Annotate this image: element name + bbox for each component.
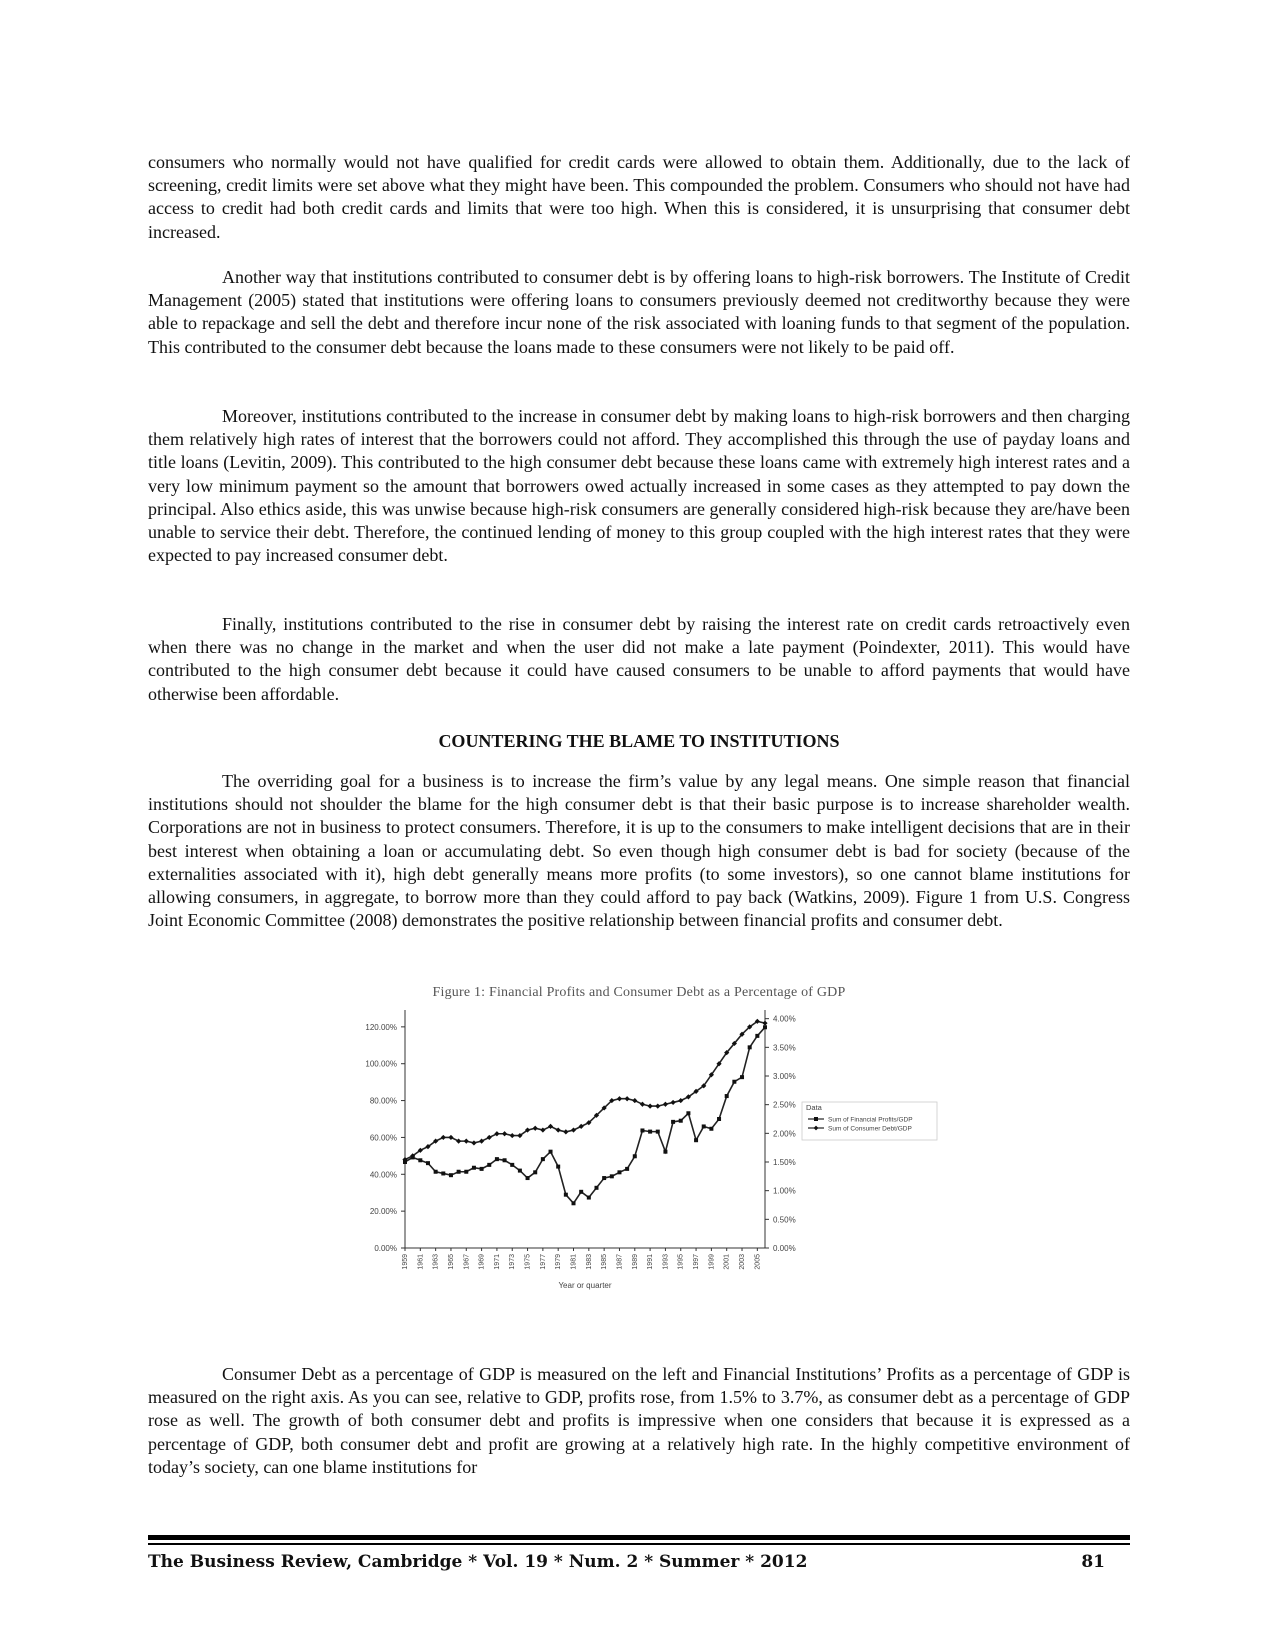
x-tick-label: 1985 bbox=[601, 1254, 609, 1270]
debt-point bbox=[655, 1104, 660, 1109]
debt-point bbox=[479, 1139, 484, 1144]
profits-point bbox=[503, 1158, 507, 1162]
debt-point bbox=[533, 1126, 538, 1131]
footer-rule-thin bbox=[148, 1543, 1130, 1545]
paragraph-4: Finally, institutions contributed to the rise in consumer debt by raising the interest rate on credit cards retroactively even when there was no change in the market and when the user did not make a late payment (Poindexter, 2011). This would have contributed to the high consumer debt because it could have caused consumers to be unable to afford payments that would have otherwise been affordable. bbox=[148, 614, 1130, 704]
y-left-tick-label: 100.00% bbox=[365, 1059, 397, 1069]
debt-point bbox=[571, 1127, 576, 1132]
y-right-tick-label: 3.50% bbox=[773, 1043, 796, 1053]
chart-axes bbox=[365, 1010, 795, 1290]
x-tick-label: 1995 bbox=[677, 1254, 685, 1270]
profits-point bbox=[717, 1117, 721, 1121]
series-line-1 bbox=[405, 1021, 765, 1159]
y-right-tick-label: 3.00% bbox=[773, 1072, 796, 1081]
profits-point bbox=[441, 1171, 445, 1175]
x-tick-label: 1967 bbox=[463, 1254, 471, 1270]
debt-point bbox=[448, 1135, 453, 1140]
x-tick-label: 1983 bbox=[585, 1254, 593, 1270]
profits-point bbox=[725, 1094, 729, 1098]
x-tick-label: 1959 bbox=[402, 1254, 409, 1270]
profits-point bbox=[663, 1150, 667, 1154]
x-tick-label: 1969 bbox=[478, 1254, 486, 1270]
profits-point bbox=[564, 1193, 568, 1197]
legend-marker-diamond bbox=[814, 1126, 819, 1131]
debt-point bbox=[579, 1124, 584, 1129]
y-right-tick-label: 2.50% bbox=[773, 1100, 796, 1110]
y-right-tick-label: 1.50% bbox=[773, 1158, 796, 1167]
profits-point bbox=[434, 1170, 438, 1174]
y-left-tick-label: 80.00% bbox=[369, 1096, 397, 1106]
debt-point bbox=[487, 1135, 492, 1140]
profits-point bbox=[686, 1111, 690, 1115]
debt-point bbox=[670, 1100, 675, 1105]
debt-point bbox=[632, 1098, 637, 1103]
profits-point bbox=[480, 1167, 484, 1171]
debt-point bbox=[456, 1139, 461, 1144]
y-left-tick-label: 20.00% bbox=[369, 1207, 397, 1217]
x-tick-label: 1975 bbox=[524, 1254, 532, 1270]
profits-point bbox=[518, 1169, 522, 1173]
profits-point bbox=[625, 1167, 629, 1171]
x-tick-label: 1989 bbox=[631, 1254, 639, 1270]
profits-point bbox=[656, 1130, 660, 1134]
profits-point bbox=[602, 1176, 606, 1180]
debt-point bbox=[540, 1127, 545, 1132]
profits-point bbox=[617, 1170, 621, 1174]
y-left-tick-label: 60.00% bbox=[369, 1133, 397, 1143]
profits-point bbox=[694, 1138, 698, 1142]
figure-1-chart bbox=[340, 1010, 1000, 1350]
debt-point bbox=[663, 1102, 668, 1107]
debt-point bbox=[678, 1098, 683, 1103]
legend-title: Data bbox=[806, 1103, 822, 1112]
x-tick-label: 1977 bbox=[539, 1254, 547, 1270]
footer-journal: The Business Review, Cambridge * Vol. 19 * Num. 2 * Summer * 2012 bbox=[148, 1552, 808, 1572]
x-tick-label: 1997 bbox=[693, 1254, 701, 1270]
profits-point bbox=[487, 1163, 491, 1167]
profits-point bbox=[457, 1170, 461, 1174]
profits-point bbox=[533, 1170, 537, 1174]
profits-point bbox=[587, 1196, 591, 1200]
profits-point bbox=[495, 1157, 499, 1161]
paragraph-2: Another way that institutions contributed to consumer debt is by offering loans to high-risk borrowers. The Institute of Credit Management (2005) stated that institutions were offering loans to consumers previously deemed not creditworthy because they were able to repackage and sell the debt and therefore incur none of the risk associated with loaning funds to that segment of the population. This contributed to the consumer debt because the loans made to these consumers were not likely to be paid off. bbox=[148, 267, 1130, 357]
x-tick-label: 1981 bbox=[570, 1254, 578, 1270]
profits-point bbox=[709, 1127, 713, 1131]
x-tick-label: 2001 bbox=[723, 1254, 731, 1270]
profits-point bbox=[526, 1176, 530, 1180]
profits-point bbox=[702, 1124, 706, 1128]
debt-point bbox=[762, 1021, 767, 1026]
paragraph-5: The overriding goal for a business is to increase the firm’s value by any legal means. One simple reason that financial institutions should not shoulder the blame for the high consumer debt is that their basic purpose is to increase shareholder wealth. Corporations are not in business to protect consumers. Therefore, it is up to the consumers to make intelligent decisions that are in their best interest when obtaining a loan or accumulating debt. So even though high consumer debt is bad for society (because of the externalities associated with it), high debt generally means more profits (to some investors), so one cannot blame institutions for allowing consumers, in aggregate, to borrow more than they could afford to pay back (Watkins, 2009). Figure 1 from U.S. Congress Joint Economic Committee (2008) demonstrates the positive relationship between financial profits and consumer debt. bbox=[148, 771, 1130, 931]
debt-point bbox=[502, 1131, 507, 1136]
profits-point bbox=[671, 1120, 675, 1124]
paragraph-3: Moreover, institutions contributed to the increase in consumer debt by making loans to high-risk borrowers and then charging them relatively high rates of interest that the borrowers could not afford. They accomplished this through the use of payday loans and title loans (Levitin, 2009). This contributed to the high consumer debt because these loans came with extremely high interest rates and a very low minimum payment so the amount that borrowers owed actually increased in some cases as they attempted to pay down the principal. Also ethics aside, this was unwise because high-risk consumers are generally considered high-risk because they are/have been unable to service their debt. Therefore, the continued lending of money to this group coupled with the high interest rates that they were expected to pay increased consumer debt. bbox=[148, 406, 1130, 566]
debt-point bbox=[625, 1096, 630, 1101]
profits-point bbox=[740, 1075, 744, 1079]
y-right-tick-label: 0.50% bbox=[773, 1215, 796, 1225]
debt-point bbox=[471, 1140, 476, 1145]
profits-point bbox=[418, 1158, 422, 1162]
debt-point bbox=[441, 1135, 446, 1140]
profits-point bbox=[549, 1150, 553, 1154]
debt-point bbox=[464, 1139, 469, 1144]
y-left-tick-label: 120.00% bbox=[365, 1022, 397, 1032]
profits-point bbox=[640, 1128, 644, 1132]
x-tick-label: 2003 bbox=[739, 1254, 747, 1270]
x-tick-label: 1993 bbox=[662, 1254, 670, 1270]
profits-point bbox=[449, 1173, 453, 1177]
debt-point bbox=[648, 1104, 653, 1109]
x-tick-label: 1971 bbox=[493, 1254, 501, 1270]
x-tick-label: 1965 bbox=[447, 1254, 455, 1270]
chart-series bbox=[402, 1019, 767, 1206]
debt-point bbox=[640, 1102, 645, 1107]
profits-point bbox=[610, 1174, 614, 1178]
figure-caption: Figure 1: Financial Profits and Consumer Debt as a Percentage of GDP bbox=[432, 985, 846, 1000]
x-tick-label: 1987 bbox=[616, 1254, 624, 1270]
profits-point bbox=[732, 1080, 736, 1084]
profits-point bbox=[579, 1190, 583, 1194]
section-heading: COUNTERING THE BLAME TO INSTITUTIONS bbox=[438, 731, 840, 751]
y-right-tick-label: 0.00% bbox=[773, 1244, 796, 1253]
paragraph-6: Consumer Debt as a percentage of GDP is measured on the left and Financial Institutions’ Profits as a percentage of GDP is measured on the right axis. As you can see, relative to GDP, profits rose, from 1.5% to 3.7%, as consumer debt as a percentage of GDP rose as well. The growth of both consumer debt and profits is impressive when one considers that because it is expressed as a percentage of GDP, both consumer debt and profit are growing at a relatively high rate. In the highly competitive environment of today’s society, can one blame institutions for bbox=[148, 1364, 1130, 1477]
legend-marker-square bbox=[814, 1117, 818, 1121]
y-left-tick-label: 40.00% bbox=[369, 1170, 397, 1180]
y-left-tick-label: 0.00% bbox=[374, 1244, 397, 1253]
x-axis-label: Year or quarter bbox=[558, 1281, 612, 1290]
x-tick-label: 1961 bbox=[417, 1254, 425, 1270]
legend-entry: Sum of Financial Profits/GDP bbox=[828, 1116, 913, 1124]
profits-point bbox=[755, 1034, 759, 1038]
y-right-tick-label: 2.00% bbox=[773, 1129, 796, 1139]
series-line-0 bbox=[405, 1027, 765, 1203]
x-tick-label: 1973 bbox=[509, 1254, 517, 1270]
x-tick-label: 1979 bbox=[555, 1254, 563, 1270]
profits-point bbox=[748, 1045, 752, 1049]
profits-point bbox=[472, 1166, 476, 1170]
footer-rule-thick bbox=[148, 1535, 1130, 1540]
debt-point bbox=[563, 1129, 568, 1134]
chart-legend bbox=[802, 1102, 937, 1140]
x-tick-label: 1963 bbox=[432, 1254, 440, 1270]
debt-point bbox=[556, 1127, 561, 1132]
paragraph-1: consumers who normally would not have qualified for credit cards were allowed to obtain them. Additionally, due to the lack of screening, credit limits were set above what they might have been. This compounded the problem. Consumers who should not have had access to credit had both credit cards and limits that were too high. When this is considered, it is unsurprising that consumer debt increased. bbox=[148, 152, 1130, 242]
legend-entry: Sum of Consumer Debt/GDP bbox=[828, 1125, 912, 1133]
profits-point bbox=[556, 1165, 560, 1169]
profits-point bbox=[572, 1201, 576, 1205]
page-number: 81 bbox=[1081, 1552, 1105, 1572]
profits-point bbox=[464, 1170, 468, 1174]
profits-point bbox=[763, 1025, 767, 1029]
profits-point bbox=[648, 1130, 652, 1134]
profits-point bbox=[679, 1119, 683, 1123]
profits-point bbox=[633, 1154, 637, 1158]
profits-point bbox=[426, 1161, 430, 1165]
debt-point bbox=[510, 1133, 515, 1138]
x-tick-label: 1991 bbox=[647, 1254, 655, 1270]
y-right-tick-label: 4.00% bbox=[773, 1014, 796, 1024]
profits-point bbox=[594, 1186, 598, 1190]
x-tick-label: 1999 bbox=[708, 1254, 716, 1270]
debt-point bbox=[494, 1131, 499, 1136]
debt-point bbox=[617, 1096, 622, 1101]
debt-point bbox=[548, 1124, 553, 1129]
profits-point bbox=[510, 1163, 514, 1167]
x-tick-label: 2005 bbox=[754, 1254, 762, 1270]
y-right-tick-label: 1.00% bbox=[773, 1186, 796, 1196]
profits-point bbox=[541, 1157, 545, 1161]
